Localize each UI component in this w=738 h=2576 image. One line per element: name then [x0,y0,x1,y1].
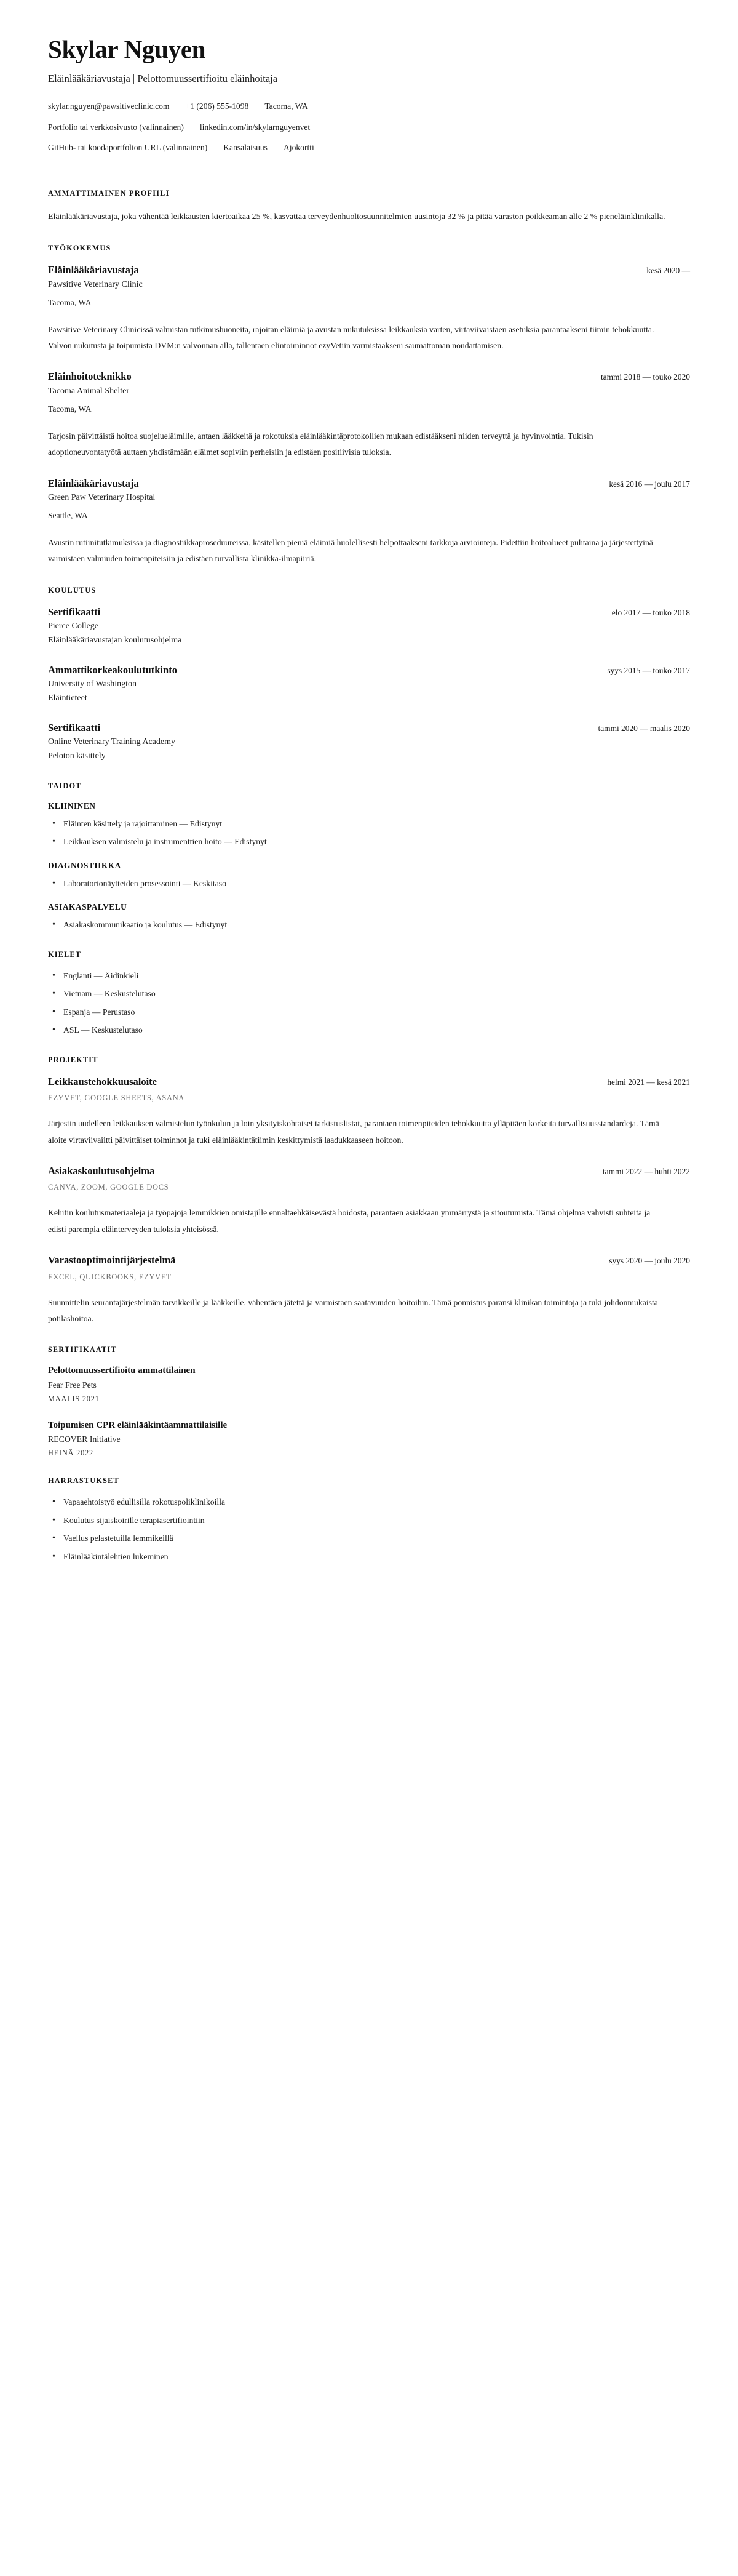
section-title-certifications: SERTIFIKAATIT [48,1345,117,1354]
contact-portfolio[interactable]: Portfolio tai verkkosivusto (valinnainen) [48,122,184,132]
education-degree: Sertifikaatti [48,606,101,618]
education-degree: Ammattikorkeakoulututkinto [48,663,177,676]
contact-github[interactable]: GitHub- tai koodaportfolion URL (valinnainen) [48,142,208,152]
project-entry [48,1254,690,1327]
education-field: Eläinlääkäriavustajan koulutusohjelma [48,636,182,646]
education-date: tammi 2020 — maalis 2020 [598,723,690,733]
contact-line-extra [48,142,690,154]
certification-issuer: Fear Free Pets [48,1380,97,1390]
interest-item: • Vaellus pelastetuilla lemmikeillä [48,1532,690,1545]
contact-driving-license: Ajokortti [283,142,314,152]
project-tech: CANVA, ZOOM, GOOGLE DOCS [48,1183,169,1192]
skill-list [48,919,690,932]
experience-role: Eläinhoitoteknikko [48,370,132,383]
experience-role: Eläinlääkäriavustaja [48,264,139,276]
experience-date: tammi 2018 — touko 2020 [600,372,690,382]
contact-linkedin[interactable]: linkedin.com/in/skylarnguyenvet [199,122,311,132]
contact-citizenship: Kansalaisuus [223,142,268,152]
education-entry [48,663,690,705]
education-school: University of Washington [48,679,137,689]
education-entry [48,721,690,763]
candidate-headline: Eläinlääkäriavustaja | Pelottomuussertifioitu eläinhoitaja [48,72,278,84]
experience-description: Tarjosin päivittäistä hoitoa suojelueläimille, antaen lääkkeitä ja rokotuksia eläinlääkintäprotokollien mukaan edistääkseni niiden terveyttä ja hyvinvointia. Tukisin adoptioneuvontatyötä auttaen yhdistämään eläimet sopiviin perheisiin ja edistäen positiivisia tuloksia. [48,431,593,457]
section-certifications [48,1345,690,1458]
section-title-interests: HARRASTUKSET [48,1476,119,1486]
project-tech: EZYVET, GOOGLE SHEETS, ASANA [48,1094,185,1103]
contact-phone[interactable]: +1 (206) 555-1098 [185,102,249,111]
contact-location: Tacoma, WA [264,102,308,111]
education-entry-head [48,721,690,734]
project-entry-head [48,1075,690,1088]
experience-entry-head [48,263,690,276]
experience-location: Tacoma, WA [48,298,92,308]
section-skills [48,782,690,932]
contact-line-portfolio [48,121,690,134]
education-entry-head [48,663,690,676]
section-languages [48,950,690,1037]
certification-name: Toipumisen CPR eläinlääkintäammattilaisille [48,1420,228,1430]
skill-list [48,878,690,890]
education-date: syys 2015 — touko 2017 [607,665,690,675]
interest-item: • Eläinlääkintälehtien lukeminen [48,1551,690,1564]
experience-date: kesä 2020 — [646,266,690,276]
experience-description: Pawsitive Veterinary Clinicissä valmistan tutkimushuoneita, rajoitan eläimiä ja avustan nukutuksissa leikkauksia varten, virtaviivaistaen asetuksia parantaakseni tiimin tehokkuutta. Valvon nukutusta ja toipumista DVM:n valvonnan alla, tallentaen elintoiminnot ezyVetiin varmistaakseni saumattoman noudattamisen. [48,324,654,351]
certification-issuer: RECOVER Initiative [48,1434,121,1444]
education-entry [48,606,690,647]
skill-group-diagnostics [48,861,690,890]
section-title-skills: TAIDOT [48,781,82,790]
education-date: elo 2017 — touko 2018 [611,607,690,617]
section-title-summary: AMMATTIMAINEN PROFIILI [48,189,170,198]
skill-item: • Asiakaskommunikaatio ja koulutus — Edistynyt [48,919,690,932]
skill-group-clinical [48,801,690,849]
experience-role: Eläinlääkäriavustaja [48,477,139,489]
project-name: Varastooptimointijärjestelmä [48,1254,176,1266]
experience-org: Green Paw Veterinary Hospital [48,492,156,502]
certification-name: Pelottomuussertifioitu ammattilainen [48,1366,196,1376]
skill-group-label: DIAGNOSTIIKKA [48,860,121,870]
certification-entry [48,1420,690,1458]
section-projects [48,1055,690,1327]
language-item: • Espanja — Perustaso [48,1006,690,1019]
experience-date: kesä 2016 — joulu 2017 [609,479,690,489]
skill-list [48,818,690,849]
project-date: syys 2020 — joulu 2020 [609,1256,690,1266]
education-field: Peloton käsittely [48,751,106,761]
experience-entry-head [48,370,690,383]
section-summary [48,189,690,225]
experience-entry [48,370,690,460]
interest-item: • Koulutus sijaiskoirille terapiasertifiointiin [48,1514,690,1527]
project-date: tammi 2022 — huhti 2022 [602,1167,690,1177]
interest-item: • Vapaaehtoistyö edullisilla rokotuspoliklinikoilla [48,1496,690,1509]
certification-date: HEINÄ 2022 [48,1449,93,1458]
project-entry-head [48,1254,690,1266]
skill-group-label: ASIAKASPALVELU [48,902,127,912]
experience-entry [48,477,690,567]
language-list [48,970,690,1037]
candidate-name: Skylar Nguyen [48,35,206,63]
language-item: • Vietnam — Keskustelutaso [48,988,690,1001]
experience-org: Tacoma Animal Shelter [48,386,129,396]
education-entry-head [48,606,690,618]
section-title-projects: PROJEKTIT [48,1055,98,1065]
experience-location: Tacoma, WA [48,404,92,414]
skill-item: • Laboratorionäytteiden prosessointi — Keskitaso [48,878,690,890]
project-tech: EXCEL, QUICKBOOKS, EZYVET [48,1272,172,1281]
project-description: Kehitin koulutusmateriaaleja ja työpajoja lemmikkien omistajille ennaltaehkäisevästä hoidosta, parantaen asiakkaan ymmärrystä ja sitoutumista. Tämä ohjelma vahvisti suhteita ja edisti parempia eläinterveyden tuloksia yhteisössä. [48,1208,651,1234]
experience-location: Seattle, WA [48,511,88,521]
language-item: • ASL — Keskustelutaso [48,1024,690,1037]
section-title-education: KOULUTUS [48,585,97,594]
project-entry [48,1164,690,1238]
experience-org: Pawsitive Veterinary Clinic [48,279,143,289]
language-item: • Englanti — Äidinkieli [48,970,690,983]
education-degree: Sertifikaatti [48,721,101,734]
project-entry [48,1075,690,1148]
summary-text: Eläinlääkäriavustaja, joka vähentää leikkausten kiertoaikaa 25 %, kasvattaa terveydenhuoltosuunnitelmien uusintoja 32 % ja pitää varaston poikkeaman alle 2 % pieneläinklinikalla. [48,212,665,222]
education-school: Pierce College [48,621,99,631]
project-description: Suunnittelin seurantajärjestelmän tarvikkeille ja lääkkeille, vähentäen jätettä ja varmistaen saatavuuden hoitoihin. Tämä ponnistus paransi klinikan toimintoja ja tuki johdonmukaista potilashoitoa. [48,1297,658,1323]
skill-item: • Leikkauksen valmistelu ja instrumenttien hoito — Edistynyt [48,836,690,849]
project-date: helmi 2021 — kesä 2021 [607,1078,690,1087]
skill-item: • Eläinten käsittely ja rajoittaminen — Edistynyt [48,818,690,831]
skill-group-customer-service [48,902,690,932]
section-title-languages: KIELET [48,950,82,959]
contact-email[interactable]: skylar.nguyen@pawsitiveclinic.com [48,102,170,111]
project-entry-head [48,1164,690,1177]
project-name: Asiakaskoulutusohjelma [48,1165,155,1177]
section-title-experience: TYÖKOKEMUS [48,244,111,253]
certification-entry [48,1365,690,1404]
section-experience [48,244,690,567]
skill-group-label: KLIININEN [48,801,96,810]
project-name: Leikkaustehokkuusaloite [48,1076,157,1088]
certification-date: MAALIS 2021 [48,1394,100,1403]
experience-entry-head [48,477,690,490]
section-education [48,586,690,763]
experience-description: Avustin rutiinitutkimuksissa ja diagnostiikkaproseduureissa, käsitellen pieniä eläimiä huolellisesti helpottaakseni tarkkoja arviointeja. Pidettiin hoitoalueet puhtaina ja järjestettyinä varmistaen valmiuden toimenpiteisiin ja edistäen turvallista klinikka-ilmapiiriä. [48,537,653,564]
education-school: Online Veterinary Training Academy [48,737,175,747]
interest-list [48,1496,690,1563]
resume-header [48,36,690,170]
experience-entry [48,263,690,354]
contact-line-primary [48,100,690,113]
section-interests [48,1476,690,1563]
project-description: Järjestin uudelleen leikkauksen valmistelun työnkulun ja loin yksityiskohtaiset tarkistuslistat, parantaen toimenpiteiden tehokkuutta ylläpitäen korkeita turvallisuusstandardeja. Tämä aloite virtaviivaiitti päivittäiset toiminnot ja tuki eläinlääkintätiimin keskittymistä laadukkaaseen hoitoon. [48,1119,659,1145]
education-field: Eläintieteet [48,694,87,703]
